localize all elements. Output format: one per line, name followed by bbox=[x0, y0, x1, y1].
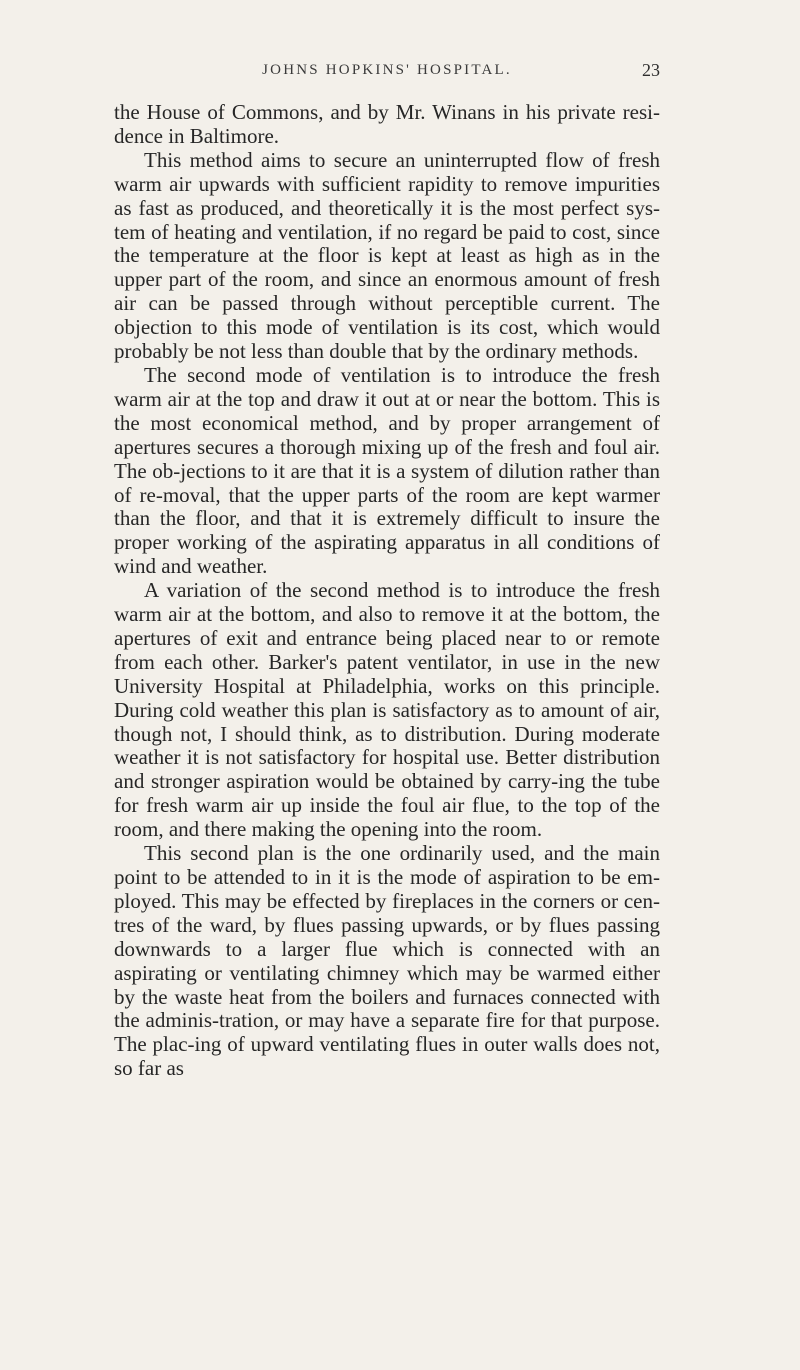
paragraph: This method aims to secure an uninterrupted flow of fresh warm air upwards with sufficient rapidity to remove impurities as fast as produced, and theoretically it is the most perfect sys-tem of heating and ventilation, if no regard be paid to cost, since the temperature at the floor is kept at least as high as in the upper part of the room, and since an enormous amount of fresh air can be passed through without perceptible current. The objection to this mode of ventilation is its cost, which would probably be not less than double that by the ordinary methods. bbox=[114, 147, 660, 364]
body-text bbox=[114, 101, 660, 1081]
page-header bbox=[114, 62, 660, 90]
paragraph: A variation of the second method is to introduce the fresh warm air at the bottom, and also to remove it at the bottom, the apertures of exit and entrance being placed near to or remote from each other. Barker's patent ventilator, in use in the new University Hospital at Philadelphia, works on this principle. During cold weather this plan is satisfactory as to amount of air, though not, I should think, as to distribution. During moderate weather it is not satisfactory for hospital use. Better distribution and stronger aspiration would be obtained by carry-ing the tube for fresh warm air up inside the foul air flue, to the top of the room, and there making the opening into the room. bbox=[114, 578, 660, 842]
paragraph: This second plan is the one ordinarily used, and the main point to be attended to in it is the mode of aspiration to be em-ployed. This may be effected by fireplaces in the corners or cen-tres of the ward, by flues passing upwards, or by flues passing downwards to a larger flue which is connected with an aspirating or ventilating chimney which may be warmed either by the waste heat from the boilers and furnaces connected with the adminis-tration, or may have a separate fire for that purpose. The plac-ing of upward ventilating flues in outer walls does not, so far as bbox=[114, 841, 660, 1081]
page-number: 23 bbox=[642, 60, 660, 80]
paragraph: The second mode of ventilation is to introduce the fresh warm air at the top and draw it out at or near the bottom. This is the most economical method, and by proper arrangement of apertures secures a thorough mixing up of the fresh and foul air. The ob-jections to it are that it is a system of dilution rather than of re-moval, that the upper parts of the room are kept warmer than the floor, and that it is extremely difficult to insure the proper working of the aspirating apparatus in all conditions of wind and weather. bbox=[114, 362, 660, 579]
paragraph-continued: the House of Commons, and by Mr. Winans in his private resi-dence in Baltimore. bbox=[114, 100, 660, 148]
running-head: JOHNS HOPKINS' HOSPITAL. bbox=[262, 62, 512, 78]
